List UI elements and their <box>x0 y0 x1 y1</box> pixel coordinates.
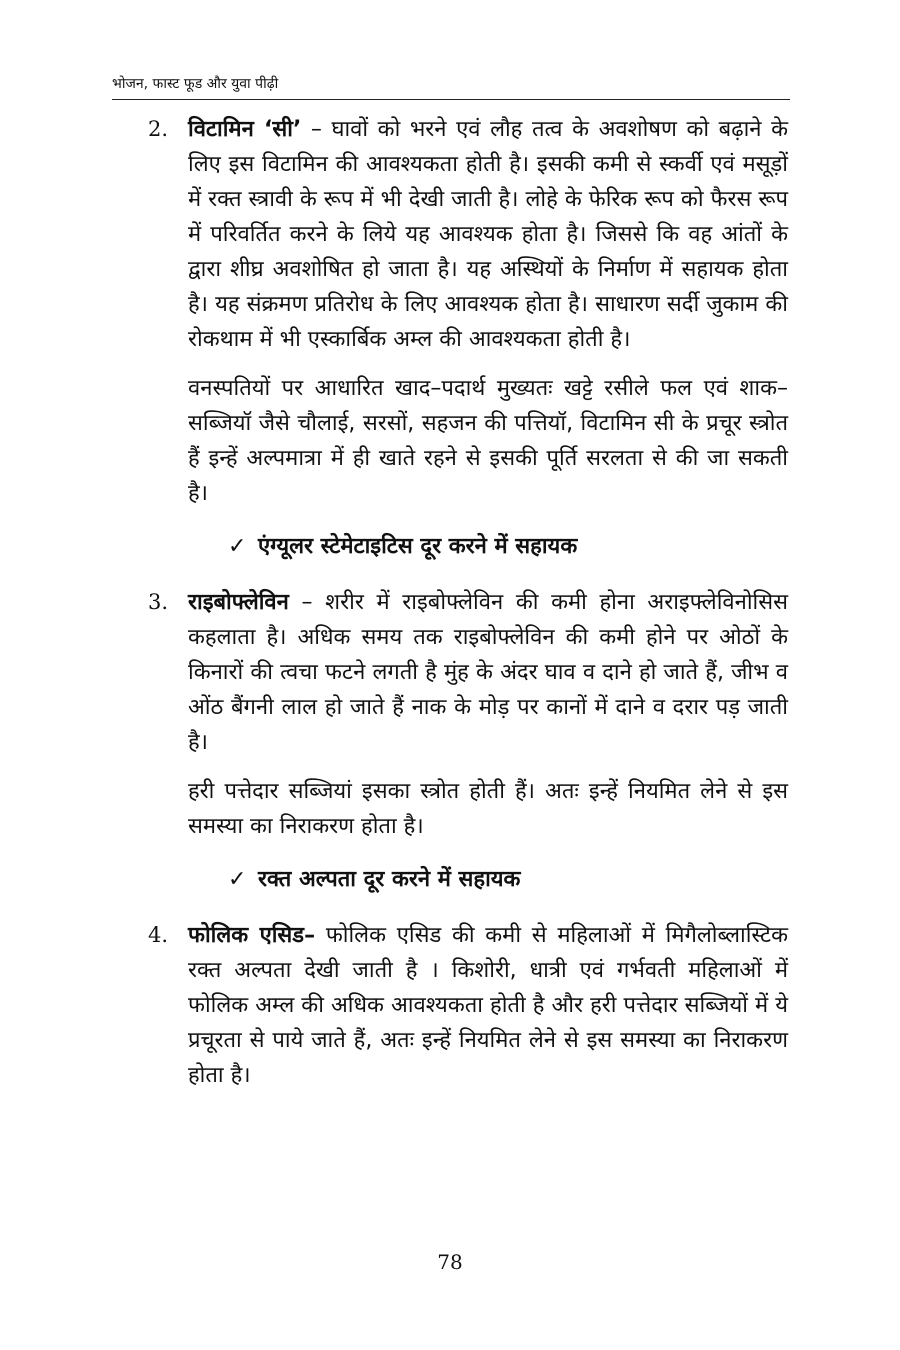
item-number: 3. <box>148 590 169 614</box>
checkmark-icon: ✓ <box>228 534 247 559</box>
item-number: 4. <box>148 923 169 947</box>
item-term: राइबोफ्लेविन <box>188 590 289 615</box>
checkmark-icon: ✓ <box>228 867 247 892</box>
paragraph-riboflavin-sources: हरी पत्तेदार सब्जियां इसका स्त्रोत होती हैं। अतः इन्हें नियमित लेने से इस समस्या का निराकरण होता है। <box>188 779 788 839</box>
list-item-riboflavin <box>148 585 788 760</box>
page-content <box>0 112 900 1093</box>
checkpoint-label: एंग्यूलर स्टेमेटाइटिस दूर करने में सहायक <box>258 534 578 559</box>
item-text: फोलिक एसिड की कमी से महिलाओं में मिगैलोब्लास्टिक रक्त अल्पता देखी जाती है । किशोरी, धात्री एवं गर्भवती महिलाओं में फोलिक अम्ल की अधिक आवश्यकता होती है और हरी पत्तेदार सब्जियों में ये प्रचूरता से पाये जाते हैं, अतः इन्हें नियमित लेने से इस समस्या का निराकरण होता है। <box>188 923 788 1088</box>
item-term: विटामिन ‘सी’ <box>188 117 302 142</box>
list-item-folic-acid <box>148 918 788 1093</box>
item-text: – घावों को भरने एवं लौह तत्व के अवशोषण को बढ़ाने के लिए इस विटामिन की आवश्यकता होती है। इसकी कमी से स्कर्वी एवं मसूड़ों में रक्त स्त्रावी के रूप में भी देखी जाती है। लोहे के फेरिक रूप को फैरस रूप में परिवर्तित करने के लिये यह आवश्यक होता है। जिससे कि वह आंतों के द्वारा शीघ्र अवशोषित हो जाता है। यह अस्थियों के निर्माण में सहायक होता है। यह संक्रमण प्रतिरोध के लिए आवश्यक होता है। साधारण सर्दी जुकाम की रोकथाम में भी एस्कार्बिक अम्ल की आवश्यकता होती है। <box>188 117 788 352</box>
item-number: 2. <box>148 117 169 141</box>
list-item-vitamin-c <box>148 112 788 357</box>
checkpoint-label: रक्त अल्पता दूर करने में सहायक <box>258 867 521 892</box>
checkpoint-angular-stomatitis <box>228 527 900 567</box>
page-number: 78 <box>437 1250 463 1274</box>
item-text: – शरीर में राइबोफ्लेविन की कमी होना अराइफ्लेविनोसिस कहलाता है। अधिक समय तक राइबोफ्लेविन की कमी होने पर ओठों के किनारों की त्वचा फटने लगती है मुंह के अंदर घाव व दाने हो जाते हैं, जीभ व ओंठ बैंगनी लाल हो जाते हैं नाक के मोड़ पर कानों में दाने व दरार पड़ जाती है। <box>188 590 788 755</box>
checkpoint-anemia <box>228 860 900 900</box>
item-term: फोलिक एसिड– <box>188 923 316 948</box>
running-header: भोजन, फास्ट फूड और युवा पीढ़ी <box>112 74 790 100</box>
paragraph-vitamin-c-sources: वनस्पतियों पर आधारित खाद–पदार्थ मुख्यतः खट्टे रसीले फल एवं शाक–सब्जियॉ जैसे चौलाई, सरसों, सहजन की पत्तियॉ, विटामिन सी के प्रचूर स्त्रोत हैं इन्हें अल्पमात्रा में ही खाते रहने से इसकी पूर्ति सरलता से की जा सकती है। <box>188 376 788 506</box>
